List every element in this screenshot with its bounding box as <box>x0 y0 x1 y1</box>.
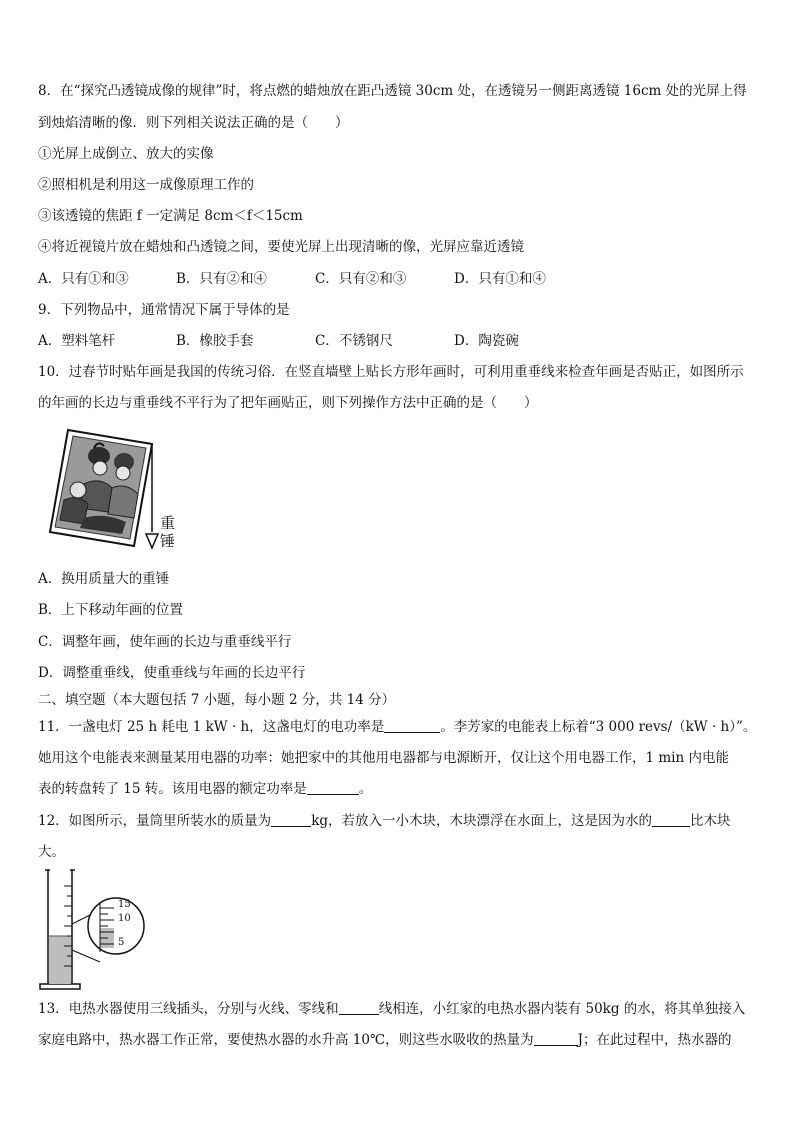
q13-text-2b: J；在此过程中，热水器的 <box>577 1032 732 1048</box>
q8-option-d[interactable]: D．只有①和④ <box>454 271 546 287</box>
q9-stem: 9．下列物品中，通常情况下属于导体的是 <box>38 302 290 318</box>
q13-line-2 <box>38 1031 760 1049</box>
q8-stem-line-1: 8．在“探究凸透镜成像的规律”时，将点燃的蜡烛放在距凸透镜 30cm 处，在透镜另一侧距离透镜 16cm 处的光屏上得 <box>38 83 747 99</box>
q11-text-1a: 11．一盏电灯 25 h 耗电 1 kW · h，这盏电灯的电功率是 <box>38 719 385 735</box>
q13-blank-heat[interactable] <box>534 1031 578 1046</box>
q13-text-1a: 13．电热水器使用三线插头，分别与火线、零线和 <box>38 1001 339 1017</box>
q11-blank-rated-power[interactable] <box>307 780 359 795</box>
q10-stem-line-1: 10．过春节时贴年画是我国的传统习俗．在竖直墙壁上贴长方形年画时，可利用重垂线来检查年画是否贴正，如图所示 <box>38 364 744 380</box>
q9-options <box>38 332 758 350</box>
q11-line-1 <box>38 718 760 736</box>
q10-option-b[interactable]: B．上下移动年画的位置 <box>38 602 183 618</box>
q12-text-1c: 比木块 <box>690 813 731 829</box>
q8-statement-2: ②照相机是利用这一成像原理工作的 <box>38 177 254 193</box>
q12-blank-density[interactable] <box>652 812 690 827</box>
q12-text-1b: kg，若放入一小木块，木块漂浮在水面上，这是因为水的 <box>311 813 653 829</box>
q8-statement-4: ④将近视镜片放在蜡烛和凸透镜之间，要使光屏上出现清晰的像，光屏应靠近透镜 <box>38 239 524 255</box>
new-year-picture-figure <box>44 426 194 556</box>
measuring-cylinder-illustration <box>38 866 148 990</box>
q13-text-1b: 线相连，小红家的电热水器内装有 50kg 的水，将其单独接入 <box>378 1001 746 1017</box>
q12-blank-mass[interactable] <box>271 812 311 827</box>
measuring-cylinder-figure <box>38 866 148 990</box>
q11-line-3 <box>38 780 760 798</box>
q10-option-c[interactable]: C．调整年画，使年画的长边与重垂线平行 <box>38 634 292 650</box>
scale-label-15: 15 <box>118 899 131 910</box>
q8-option-c[interactable]: C．只有②和③ <box>315 271 407 287</box>
q8-option-a[interactable]: A．只有①和③ <box>38 271 129 287</box>
q10-option-a[interactable]: A．换用质量大的重锤 <box>38 571 170 587</box>
q8-statement-1: ①光屏上成倒立、放大的实像 <box>38 146 214 162</box>
q13-text-2a: 家庭电路中，热水器工作正常，要使热水器的水升高 10℃，则这些水吸收的热量为 <box>38 1032 534 1048</box>
q12-line-1 <box>38 812 760 830</box>
q11-line-2: 她用这个电能表来测量某用电器的功率：她把家中的其他用电器都与电源断开，仅让这个用电器工作，1 min 内电能 <box>38 750 729 766</box>
q9-option-d[interactable]: D．陶瓷碗 <box>454 333 519 349</box>
q12-text-1a: 12．如图所示，量筒里所装水的质量为 <box>38 813 272 829</box>
plumb-bob-label: 重锤 <box>160 514 176 550</box>
q11-text-1b: 。李芳家的电能表上标着“3 000 revs/（kW · h）”。 <box>440 719 757 735</box>
q11-text-3a: 表的转盘转了 15 转。该用电器的额定功率是 <box>38 781 307 797</box>
scale-label-10: 10 <box>118 913 131 924</box>
q9-option-b[interactable]: B．橡胶手套 <box>176 333 254 349</box>
q10-stem-line-2: 的年画的长边与重垂线不平行为了把年画贴正，则下列操作方法中正确的是（ ） <box>38 395 538 411</box>
q10-option-d[interactable]: D．调整重垂线，使重垂线与年画的长边平行 <box>38 665 306 681</box>
q11-blank-power[interactable] <box>384 718 440 733</box>
q8-statement-3: ③该透镜的焦距 f 一定满足 8cm＜f＜15cm <box>38 208 303 224</box>
q13-blank-wire[interactable] <box>339 1000 379 1015</box>
section-2-heading: 二、填空题（本大题包括 7 小题，每小题 2 分，共 14 分） <box>38 692 396 708</box>
q9-option-a[interactable]: A．塑料笔杆 <box>38 333 116 349</box>
scale-label-5: 5 <box>118 937 125 948</box>
q12-line-2: 大。 <box>38 844 65 860</box>
q8-option-b[interactable]: B．只有②和④ <box>176 271 267 287</box>
q8-stem-line-2: 到烛焰清晰的像．则下列相关说法正确的是（ ） <box>38 115 349 131</box>
q11-text-3b: 。 <box>358 781 373 797</box>
q8-options <box>38 270 758 288</box>
q9-option-c[interactable]: C．不锈钢尺 <box>315 333 393 349</box>
q13-line-1 <box>38 1000 760 1018</box>
